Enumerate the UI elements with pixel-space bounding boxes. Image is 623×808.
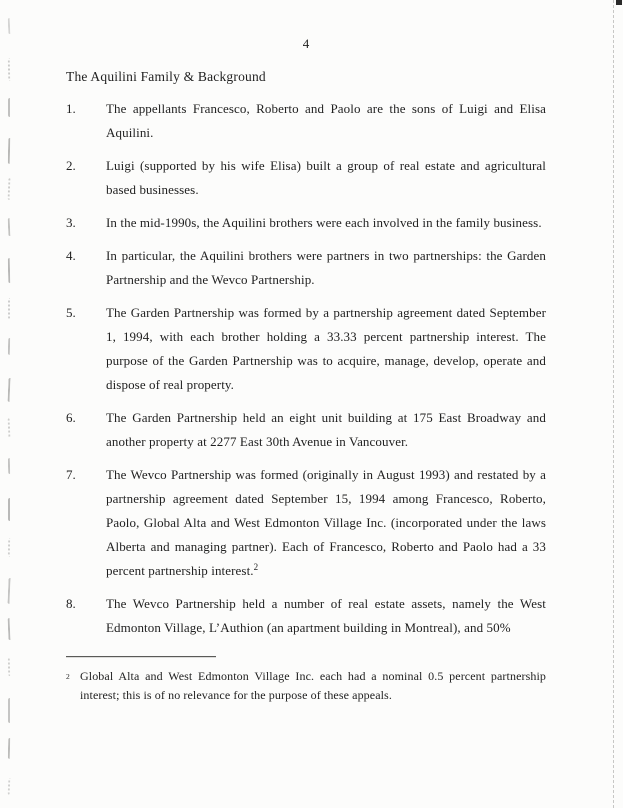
paragraph-number: 1. [66, 101, 76, 116]
paragraph-number: 3. [66, 215, 76, 230]
paragraph [66, 406, 546, 454]
paragraph [66, 592, 546, 640]
page-number: 4 [302, 36, 310, 51]
paragraph-text: The Garden Partnership held an eight unit building at 175 East Broadway and another property at 2277 East 30th Avenue in Vancouver. [106, 410, 546, 449]
binding-mark [8, 778, 15, 795]
paragraph-number: 8. [66, 596, 76, 611]
paragraph-number: 6. [66, 410, 76, 425]
scan-artifact [616, 0, 622, 5]
paragraph-text: The Wevco Partnership was formed (originally in August 1993) and restated by a partnership agreement dated September 15, 1994 among Francesco, Roberto, Paolo, Global Alta and West Edmonton Village Inc. (incorporated under the laws Alberta and managing partner). Each of Francesco, Roberto and Paolo had a 33 percent partnership interest.$^2$ [106, 467, 546, 578]
paragraph-text: Luigi (supported by his wife Elisa) built a group of real estate and agricultural based businesses. [106, 158, 546, 197]
paragraph [66, 463, 546, 583]
footnote-separator [66, 656, 216, 657]
footnote-marker: 2 [66, 672, 70, 681]
paragraph-number: 2. [66, 158, 76, 173]
paragraph [66, 211, 546, 235]
footnote-reference: 2 [253, 562, 259, 572]
paragraph [66, 154, 546, 202]
section-heading: The Aquilini Family & Background [66, 69, 266, 84]
paragraph-text: The appellants Francesco, Roberto and Paolo are the sons of Luigi and Elisa Aquilini. [106, 101, 546, 140]
paragraph-text: In the mid-1990s, the Aquilini brothers were each involved in the family business. [106, 215, 542, 230]
paragraph-text: The Wevco Partnership held a number of real estate assets, namely the West Edmonton Village, L’Authion (an apartment building in Montreal), and 50% [106, 596, 546, 635]
page-content [0, 34, 623, 705]
paragraph [66, 244, 546, 292]
paragraph-number: 5. [66, 305, 76, 320]
paragraph-text: In particular, the Aquilini brothers were partners in two partnerships: the Garden Partnership and the Wevco Partnership. [106, 248, 546, 287]
paragraph [66, 301, 546, 397]
paragraph-text: The Garden Partnership was formed by a partnership agreement dated September 1, 1994, with each brother holding a 33.33 percent partnership interest. The purpose of the Garden Partnership was to acquire, manage, develop, operate and dispose of real property. [106, 305, 546, 392]
paragraph-number: 4. [66, 248, 76, 263]
paragraph [66, 97, 546, 145]
footnote [66, 667, 546, 705]
footnote-text: Global Alta and West Edmonton Village Inc. each had a nominal 0.5 percent partnership interest; this is of no relevance for the purpose of these appeals. [80, 669, 546, 702]
binding-mark [8, 18, 15, 34]
binding-mark [8, 738, 14, 759]
paragraph-number: 7. [66, 467, 76, 482]
